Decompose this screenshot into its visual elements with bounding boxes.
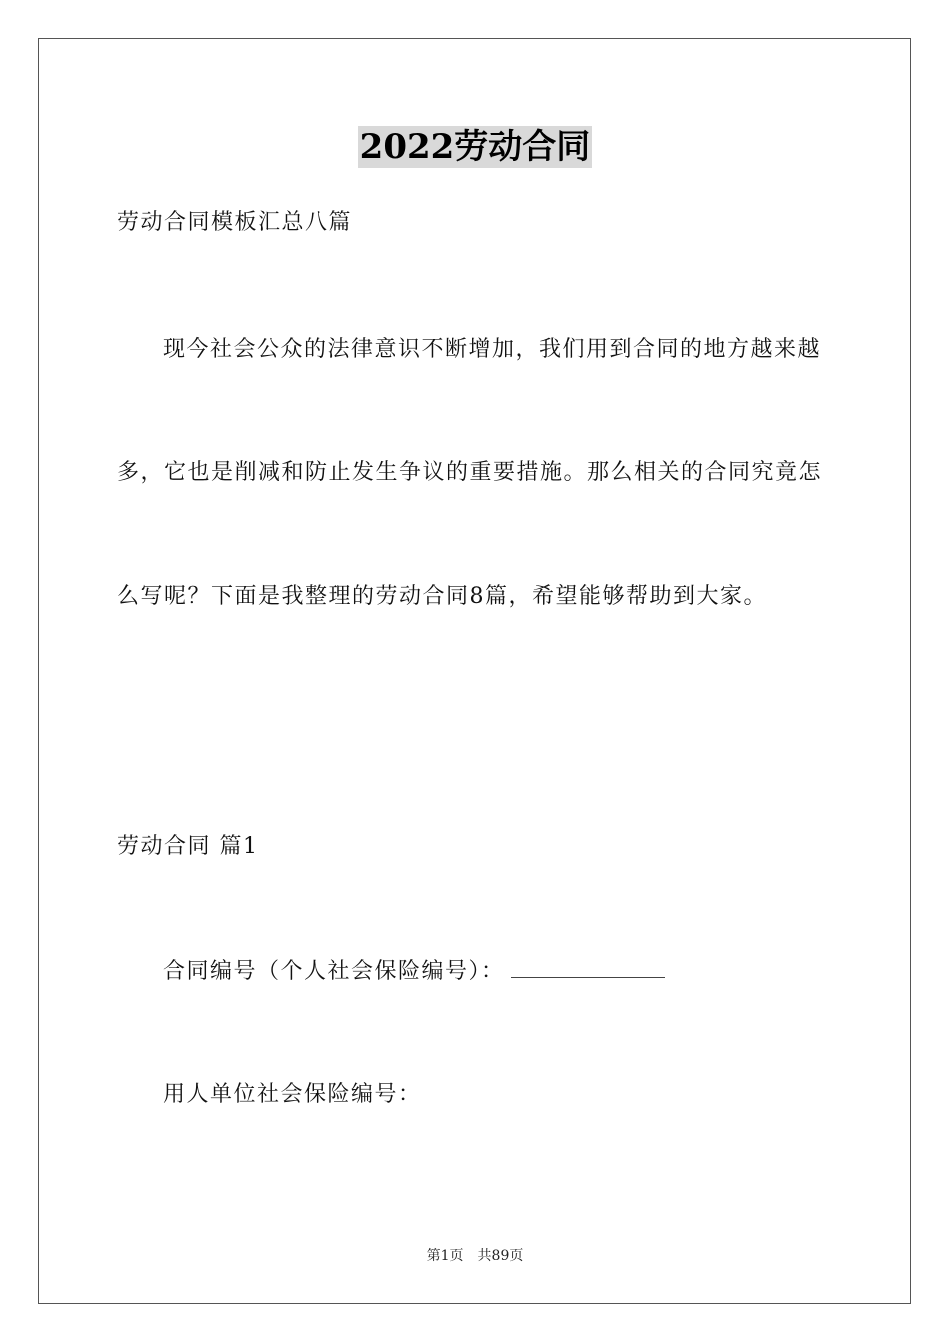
intro-line-2: 多，它也是削减和防止发生争议的重要措施。那么相关的合同究竟怎 xyxy=(117,460,823,485)
document-title-wrapper xyxy=(0,126,950,168)
section-heading: 劳动合同 篇1 xyxy=(117,834,259,859)
document-title: 2022劳动合同 xyxy=(359,127,591,167)
contract-number-blank xyxy=(511,959,665,978)
page-number: 第1页 xyxy=(426,1248,464,1264)
contract-number-field xyxy=(163,957,665,987)
contract-number-label: 合同编号（个人社会保险编号）： xyxy=(163,959,505,984)
employer-insurance-label: 用人单位社会保险编号： xyxy=(163,1082,422,1107)
document-subtitle: 劳动合同模板汇总八篇 xyxy=(117,210,353,235)
intro-line-3: 么写呢？下面是我整理的劳动合同8篇，希望能够帮助到大家。 xyxy=(117,584,767,609)
employer-insurance-field xyxy=(163,1080,422,1110)
intro-line-1: 现今社会公众的法律意识不断增加，我们用到合同的地方越来越 xyxy=(163,337,822,362)
page-footer xyxy=(0,1246,950,1266)
total-pages: 共89页 xyxy=(477,1248,524,1264)
